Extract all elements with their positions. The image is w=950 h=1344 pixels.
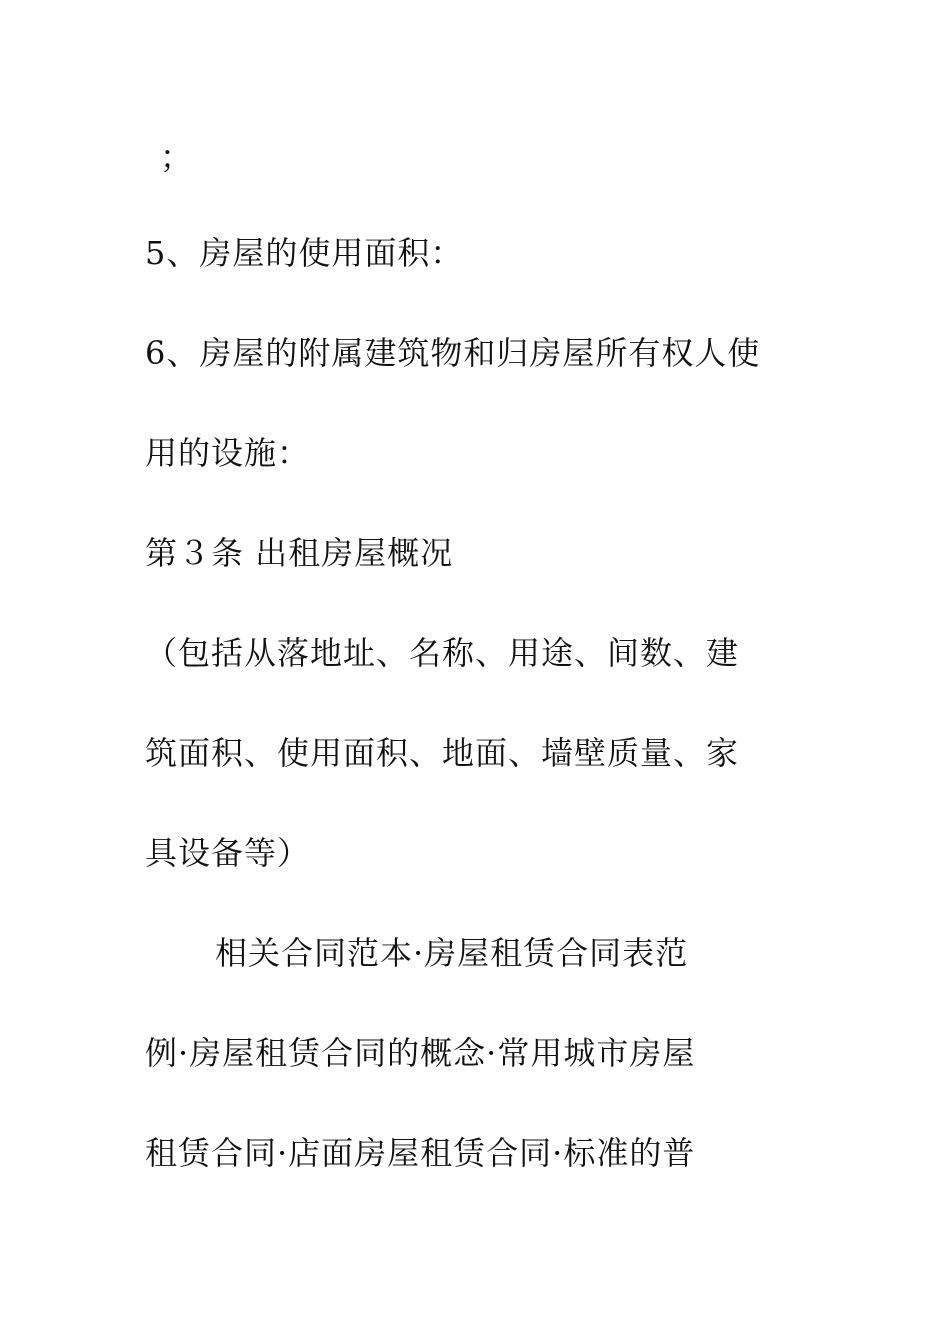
text-line-building-area: 筑面积、使用面积、地面、墙壁质量、家 — [145, 734, 740, 772]
text-line-related-templates: 相关合同范本·房屋租赁合同表范 — [215, 934, 689, 972]
text-line-semicolon: ； — [160, 138, 194, 176]
text-line-ancillary-buildings: 6、房屋的附属建筑物和归房屋所有权人使 — [145, 334, 761, 372]
text-line-template-list-2: 租赁合同·店面房屋租赁合同·标准的普 — [145, 1134, 696, 1172]
text-line-furniture: 具设备等） — [145, 834, 311, 872]
text-line-facilities: 用的设施： — [145, 434, 311, 472]
text-line-usable-area: 5、房屋的使用面积： — [145, 234, 464, 272]
text-line-includes: （包括从落地址、名称、用途、间数、建 — [145, 634, 740, 672]
text-line-template-list-1: 例·房屋租赁合同的概念·常用城市房屋 — [145, 1034, 696, 1072]
section-heading-article-3: 第３条 出租房屋概况 — [145, 534, 454, 572]
